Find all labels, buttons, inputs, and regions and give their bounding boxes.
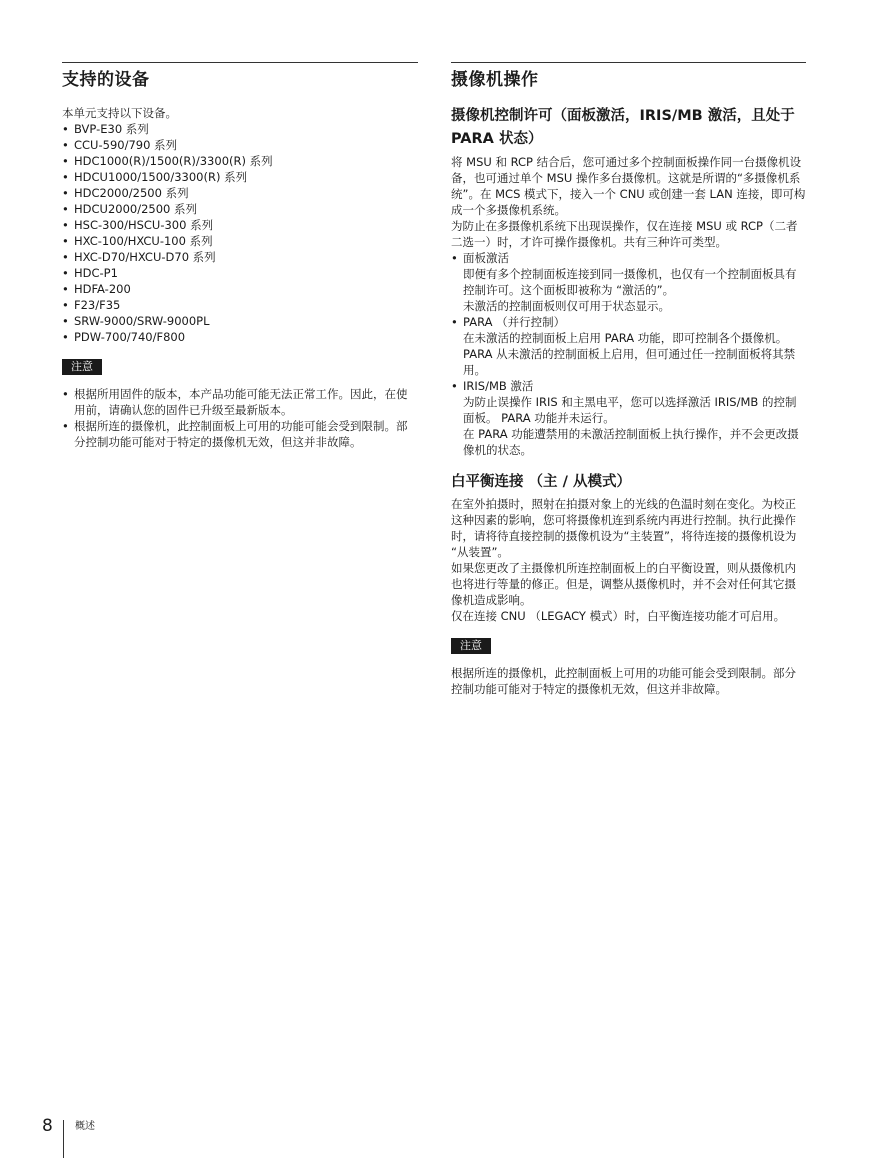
camera-operation-title: 摄像机操作: [451, 70, 539, 90]
left-column: [62, 62, 418, 450]
right-column: [451, 62, 806, 697]
device-item: • HDFA-200: [62, 281, 418, 297]
device-item: • HDC2000/2500 系列: [62, 185, 418, 201]
device-item: • HDCU2000/2500 系列: [62, 201, 418, 217]
wb-para-2: 如果您更改了主摄像机所连控制面板上的白平衡设置，则从摄像机内也将进行等量的修正。但是，调整从摄像机时，并不会对任何其它摄像机造成影响。: [451, 561, 796, 607]
note-item: • 根据所用固件的版本，本产品功能可能无法正常工作。因此，在使用前，请确认您的固件已升级至最新版本。: [62, 386, 418, 418]
left-top-rule: [62, 62, 418, 63]
permission-type-iris-mb: [451, 378, 806, 458]
white-balance-link-heading: 白平衡连接 （主 / 从模式）: [451, 474, 631, 490]
permission-type-label: • PARA （并行控制）: [463, 315, 566, 329]
device-item: • HDC-P1: [62, 265, 418, 281]
permission-type-panel-active: [451, 250, 806, 314]
footer-section-label: 概述: [75, 1121, 95, 1132]
permission-type-para: [451, 314, 806, 378]
permission-type-desc: 未激活的控制面板则仅可用于状态显示。: [463, 299, 670, 313]
device-list: [62, 121, 418, 345]
left-note-badge-wrap: [62, 355, 418, 375]
supported-devices-title: 支持的设备: [62, 70, 150, 90]
note-badge: 注意: [451, 638, 491, 654]
wb-para-3: 仅在连接 CNU （LEGACY 模式）时，白平衡连接功能才可启用。: [451, 609, 786, 623]
permission-para-2: 为防止在多摄像机系统下出现误操作，仅在连接 MSU 或 RCP（二者二选一）时，才许可操作摄像机。共有三种许可类型。: [451, 219, 798, 249]
note-badge: 注意: [62, 359, 102, 375]
supported-devices-intro: 本单元支持以下设备。: [62, 106, 177, 120]
permission-type-label: • 面板激活: [463, 251, 509, 265]
device-item: • BVP-E30 系列: [62, 121, 418, 137]
device-item: • HXC-D70/HXCU-D70 系列: [62, 249, 418, 265]
device-item: • HXC-100/HXCU-100 系列: [62, 233, 418, 249]
device-item: • PDW-700/740/F800: [62, 329, 418, 345]
device-item: • HDCU1000/1500/3300(R) 系列: [62, 169, 418, 185]
right-top-rule: [451, 62, 806, 63]
permission-type-desc: 在 PARA 功能遭禁用的未激活控制面板上执行操作，并不会更改摄像机的状态。: [463, 427, 799, 457]
device-item: • CCU-590/790 系列: [62, 137, 418, 153]
permission-type-desc: 在未激活的控制面板上启用 PARA 功能，即可控制各个摄像机。 PARA 从未激活的控制面板上启用，但可通过任一控制面板将其禁用。: [463, 331, 796, 377]
footer-divider: [63, 1120, 64, 1158]
permission-para-1: 将 MSU 和 RCP 结合后，您可通过多个控制面板操作同一台摄像机设备，也可通过单个 MSU 操作多台摄像机。这就是所谓的“多摄像机系统”。在 MCS 模式下，接入一个 CNU 或创建一套 LAN 连接，即可构成一个多摄像机系统。: [451, 155, 806, 217]
permission-type-desc: 为防止误操作 IRIS 和主黑电平，您可以选择激活 IRIS/MB 的控制面板。 PARA 功能并未运行。: [463, 395, 797, 425]
permission-type-label: • IRIS/MB 激活: [463, 379, 534, 393]
permission-type-desc: 即便有多个控制面板连接到同一摄像机，也仅有一个控制面板具有控制许可。这个面板即被称为 “激活的”。: [463, 267, 797, 297]
permission-type-list: [451, 250, 806, 458]
device-item: • SRW-9000/SRW-9000PL: [62, 313, 418, 329]
left-note-list: [62, 386, 418, 450]
page-number: 8: [42, 1116, 53, 1136]
wb-note-text: 根据所连的摄像机，此控制面板上可用的功能可能会受到限制。部分控制功能可能对于特定的摄像机无效，但这并非故障。: [451, 666, 796, 696]
camera-control-permission-heading: 摄像机控制许可（面板激活，IRIS/MB 激活，且处于 PARA 状态）: [451, 108, 795, 147]
device-item: • F23/F35: [62, 297, 418, 313]
wb-para-1: 在室外拍摄时，照射在拍摄对象上的光线的色温时刻在变化。为校正这种因素的影响，您可将摄像机连到系统内再进行控制。执行此操作时，请将待直接控制的摄像机设为“主装置”，将待连接的摄像机设为 “从装置”。: [451, 497, 797, 559]
right-note-badge-wrap: [451, 634, 806, 654]
device-item: • HSC-300/HSCU-300 系列: [62, 217, 418, 233]
device-item: • HDC1000(R)/1500(R)/3300(R) 系列: [62, 153, 418, 169]
note-item: • 根据所连的摄像机，此控制面板上可用的功能可能会受到限制。部分控制功能可能对于特定的摄像机无效，但这并非故障。: [62, 418, 418, 450]
